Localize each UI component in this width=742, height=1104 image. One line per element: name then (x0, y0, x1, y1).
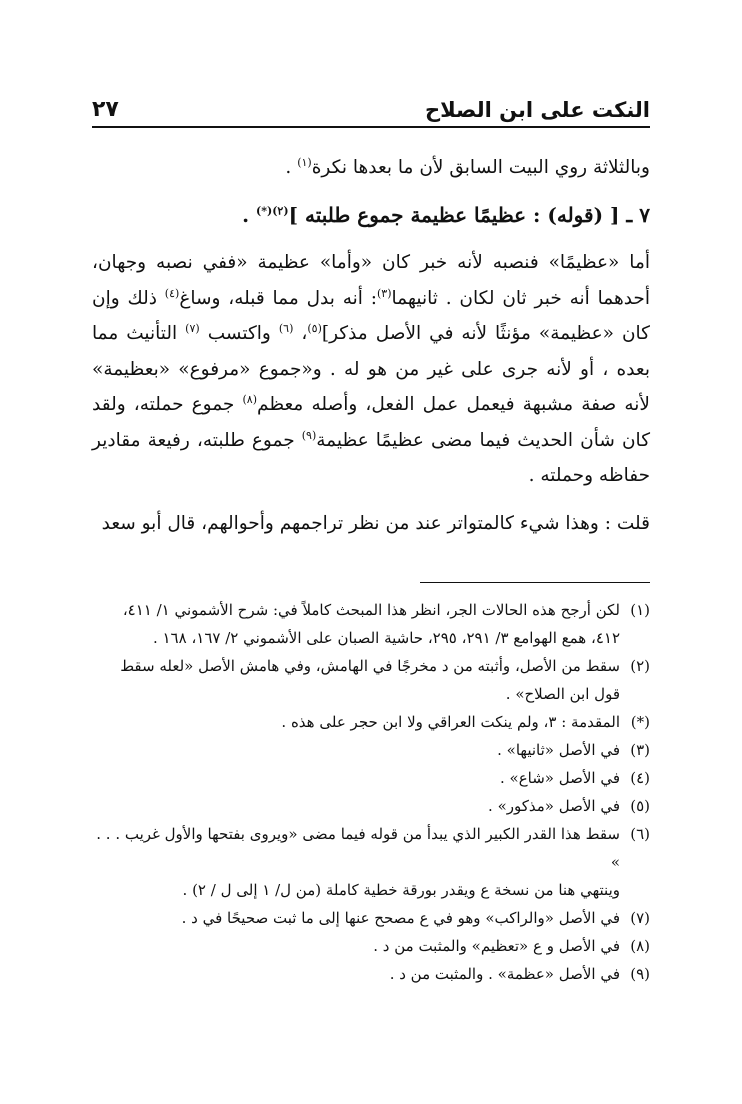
footnote-text: لكن أرجح هذه الحالات الجر، انظر هذا المبحث كاملاً في: شرح الأشموني ١/ ٤١١، ٤١٢، همع الهوامع ٣/ ٢٩١، ٢٩٥، حاشية الصبان على الأشموني ٢/ ١٦٧، ١٦٨ . (122, 601, 620, 647)
footnote-6 (92, 820, 650, 876)
page-number: ٢٧ (92, 97, 119, 122)
footnote-ref: (٩) (301, 428, 317, 442)
section-heading: ٧ ـ [ (قوله) : عظيمًا عظيمة جموع طلبته ]$^{(٢)(*)}$ . (242, 202, 650, 227)
footnote-ref: (٤) (164, 286, 180, 300)
footnote-text: سقط من الأصل، وأثبته من د مخرجًا في الهامش، وفي هامش الأصل «لعله سقط قول ابن الصلاح» . (120, 657, 620, 703)
footnote-1 (92, 596, 650, 652)
footnote-number: (١) (630, 601, 650, 619)
footnote-ref: (٦) (278, 321, 294, 335)
footnote-number: (٧) (630, 909, 650, 927)
footnote-ref: (١) (297, 155, 312, 169)
footnote-text: في الأصل «ثانيها» . (497, 741, 620, 759)
footnotes (92, 596, 650, 988)
main-text (92, 150, 650, 553)
footnote-ref: (٢)(*) (256, 203, 289, 217)
footnote-5 (92, 792, 650, 820)
footnote-2 (92, 652, 650, 708)
paragraph-2: أما «عظيمًا» فنصبه لأنه خبر كان «وأما» عظيمة «ففي نصبه وجهان، أحدهما أنه خبر ثان لكان . ثانيهما$^{(٣)}$: أنه بدل مما قبله، وساغ$^{(٤)}$ ذلك وإن كان «عظيمة» مؤنثًا لأنه في الأصل مذكر]$^{(٥)}$، $^{(٦)}$ واكتسب $^{(٧)}$ التأنيث مما بعده ، أو لأنه جرى على غير من هو له . و«جموع «مرفوع» «بعظيمة» لأنه صفة مشبهة فيعمل عمل الفعل، وأصله معظم$^{(٨)}$ جموع حملته، ولقد كان شأن الحديث فيما مضى عظيمًا عظيمة$^{(٩)}$ جموع طلبته، رفيعة مقادير حفاظه وحملته . (92, 252, 651, 486)
footnote-text: في الأصل «عظمة» . والمثبت من د . (389, 965, 620, 983)
footnote-ref: (٣) (377, 286, 392, 300)
paragraph-3: قلت : وهذا شيء كالمتواتر عند من نظر تراجمهم وأحوالهم، قال أبو سعد (101, 512, 650, 534)
paragraph-1: وبالثلاثة روي البيت السابق لأن ما بعدها نكرة$^{(١)}$ . (285, 155, 650, 178)
footnote-text: في الأصل «والراكب» وهو في ع مصحح عنها إلى ما ثبت صحيحًا في د . (181, 909, 620, 927)
footnote-star (92, 708, 650, 736)
footnote-ref: (٨) (242, 392, 258, 406)
footnote-6-continued: وينتهي هنا من نسخة ع ويقدر بورقة خطية كاملة (من ل/ ١ إلى ل / ٢) . (182, 881, 620, 899)
footnote-text: سقط هذا القدر الكبير الذي يبدأ من قوله فيما مضى «ويروى بفتحها والأول غريب . . . » (96, 825, 620, 871)
running-title: النكت على ابن الصلاح (424, 98, 650, 122)
footnote-8 (92, 932, 650, 960)
footnote-3 (92, 736, 650, 764)
footnote-number: (٤) (630, 769, 650, 787)
footnote-ref: (٥) (307, 321, 322, 335)
footnote-text: في الأصل «شاع» . (499, 769, 620, 787)
footnote-4 (92, 764, 650, 792)
footnote-number: (٣) (630, 741, 650, 759)
footnote-number: (٨) (630, 937, 650, 955)
footnote-number: (٢) (630, 657, 650, 675)
footnote-number: (٥) (630, 797, 650, 815)
footnote-7 (92, 904, 650, 932)
footnote-separator (420, 582, 650, 583)
footnote-text: في الأصل «مذكور» . (488, 797, 620, 815)
footnote-number: (٦) (630, 825, 650, 843)
footnote-number: (*) (630, 713, 650, 731)
footnote-9 (92, 960, 650, 988)
page-header (92, 88, 650, 128)
footnote-text: المقدمة : ٣، ولم ينكت العراقي ولا ابن حجر على هذه . (281, 713, 620, 731)
footnote-ref: (٧) (185, 321, 200, 335)
footnote-text: في الأصل و ع «تعظيم» والمثبت من د . (373, 937, 620, 955)
footnote-number: (٩) (630, 965, 650, 983)
